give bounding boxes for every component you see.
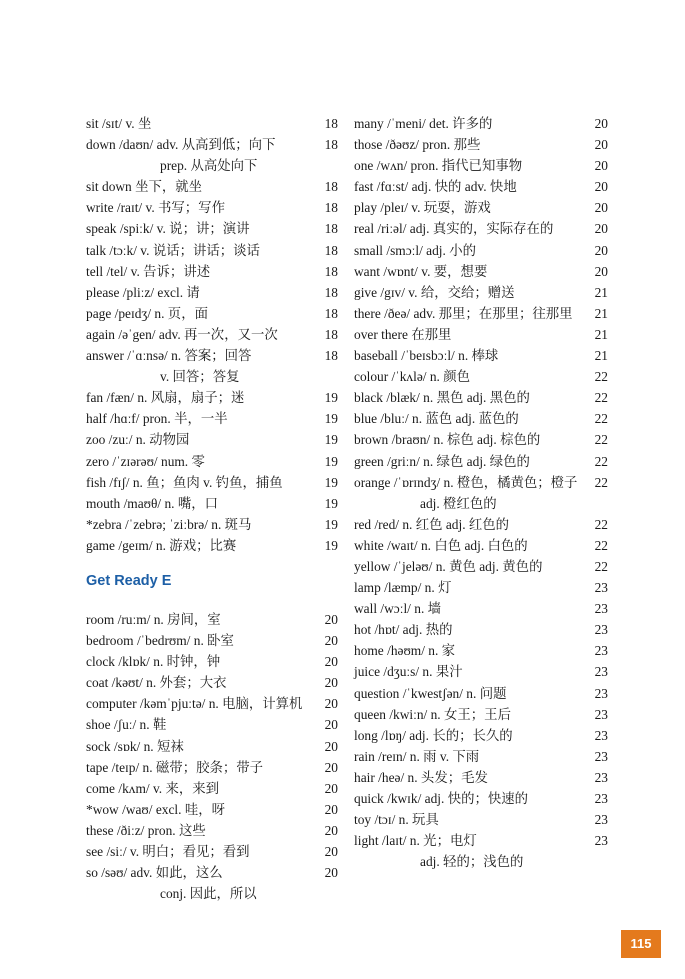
entry-page-ref: 18 — [324, 137, 338, 153]
entry-text: sock /sɒk/ n. 短袜 — [86, 738, 184, 754]
entry-text: shoe /ʃuː/ n. 鞋 — [86, 717, 167, 733]
glossary-continuation — [86, 155, 338, 176]
glossary-entry — [354, 661, 608, 682]
glossary-entry — [86, 134, 338, 155]
entry-text: give /gɪv/ v. 给，交给；赠送 — [354, 284, 515, 300]
entry-page-ref: 20 — [594, 137, 608, 153]
entry-text: lamp /læmp/ n. 灯 — [354, 580, 452, 596]
entry-text: question /ˈkwestʃən/ n. 问题 — [354, 685, 507, 701]
glossary-entry — [354, 113, 608, 134]
glossary-entry — [86, 820, 338, 841]
entry-text: clock /klɒk/ n. 时钟，钟 — [86, 654, 221, 670]
entry-page-ref: 20 — [324, 654, 338, 670]
glossary-entry — [354, 176, 608, 197]
entry-text: page /peɪdʒ/ n. 页，面 — [86, 305, 208, 321]
glossary-entry — [86, 609, 338, 630]
entry-text: wall /wɔːl/ n. 墙 — [354, 601, 442, 617]
entry-text: home /həʊm/ n. 家 — [354, 643, 456, 659]
glossary-entry — [354, 155, 608, 176]
entry-text: mouth /maʊθ/ n. 嘴，口 — [86, 495, 219, 511]
entry-page-ref: 22 — [594, 432, 608, 448]
entry-text: write /raɪt/ v. 书写；写作 — [86, 200, 225, 216]
glossary-entry — [354, 282, 608, 303]
entry-page-ref: 19 — [324, 516, 338, 532]
entry-page-ref: 22 — [594, 453, 608, 469]
glossary-entry — [354, 535, 608, 556]
glossary-entry — [354, 788, 608, 809]
entry-page-ref: 23 — [594, 748, 608, 764]
glossary-entry — [354, 598, 608, 619]
entry-page-ref: 19 — [324, 474, 338, 490]
entry-text: so /səʊ/ adv. 如此，这么 — [86, 865, 223, 881]
glossary-entry — [354, 830, 608, 851]
entry-page-ref: 20 — [324, 675, 338, 691]
entry-page-ref: 18 — [324, 221, 338, 237]
glossary-entry — [86, 387, 338, 408]
glossary-entry — [86, 176, 338, 197]
entry-text: there /ðeə/ adv. 那里；在那里；往那里 — [354, 305, 573, 321]
entry-page-ref: 18 — [324, 116, 338, 131]
glossary-entry — [354, 577, 608, 598]
entry-page-ref: 23 — [594, 643, 608, 659]
entry-text: speak /spiːk/ v. 说；讲；演讲 — [86, 221, 250, 237]
entry-page-ref: 20 — [594, 221, 608, 237]
entry-page-ref: 19 — [324, 537, 338, 553]
entry-text: yellow /ˈjeləʊ/ n. 黄色 adj. 黄色的 — [354, 558, 543, 574]
entry-text: toy /tɔɪ/ n. 玩具 — [354, 812, 439, 828]
page-number-badge: 115 — [621, 930, 661, 958]
glossary-continuation — [354, 851, 608, 872]
entry-text: blue /bluː/ n. 蓝色 adj. 蓝色的 — [354, 411, 519, 427]
entry-page-ref: 23 — [594, 622, 608, 638]
glossary-entry — [86, 218, 338, 239]
entry-text: quick /kwɪk/ adj. 快的；快速的 — [354, 791, 529, 806]
glossary-entry — [354, 556, 608, 577]
glossary-entry — [86, 862, 338, 883]
entry-text: orange /ˈɒrɪndʒ/ n. 橙色，橘黄色；橙子 — [354, 474, 578, 490]
entry-page-ref: 20 — [324, 696, 338, 712]
entry-text: half /hɑːf/ pron. 半，一半 — [86, 411, 228, 427]
entry-page-ref: 20 — [594, 179, 608, 195]
entry-page-ref: 22 — [594, 369, 608, 385]
glossary-left-column — [86, 113, 338, 904]
glossary-entry — [86, 799, 338, 820]
glossary-entry — [86, 472, 338, 493]
entry-page-ref: 23 — [594, 769, 608, 785]
glossary-entry — [86, 630, 338, 651]
entry-text: many /ˈmeni/ det. 许多的 — [354, 116, 493, 131]
entry-text: baseball /ˈbeɪsbɔːl/ n. 棒球 — [354, 348, 499, 364]
glossary-entry — [354, 767, 608, 788]
entry-page-ref: 19 — [324, 453, 338, 469]
entry-page-ref: 20 — [324, 717, 338, 733]
entry-page-ref: 20 — [324, 801, 338, 817]
entry-text: again /əˈgen/ adv. 再一次，又一次 — [86, 326, 278, 342]
entry-page-ref: 20 — [594, 200, 608, 216]
entry-text: one /wʌn/ pron. 指代已知事物 — [354, 158, 523, 174]
glossary-entry — [354, 640, 608, 661]
entry-text: adj. 轻的；浅色的 — [420, 854, 524, 870]
glossary-entry — [86, 282, 338, 303]
entry-page-ref: 19 — [324, 432, 338, 448]
entry-text: zero /ˈzɪərəʊ/ num. 零 — [86, 453, 205, 469]
glossary-right-column — [354, 113, 608, 872]
glossary-entry — [86, 345, 338, 366]
entry-text: red /red/ n. 红色 adj. 红色的 — [354, 516, 510, 532]
glossary-entry — [86, 493, 338, 514]
entry-text: answer /ˈɑːnsə/ n. 答案；回答 — [86, 348, 252, 364]
entry-page-ref: 20 — [324, 633, 338, 649]
entry-page-ref: 20 — [324, 780, 338, 796]
entry-text: conj. 因此，所以 — [160, 886, 257, 902]
glossary-entry — [354, 134, 608, 155]
entry-text: down /daʊn/ adv. 从高到低；向下 — [86, 137, 276, 153]
entry-page-ref: 22 — [594, 516, 608, 532]
entry-page-ref: 23 — [594, 791, 608, 806]
glossary-entry — [86, 736, 338, 757]
entry-page-ref: 20 — [324, 865, 338, 881]
entry-text: adj. 橙红色的 — [420, 495, 497, 511]
entry-text: fish /fɪʃ/ n. 鱼；鱼肉 v. 钓鱼，捕鱼 — [86, 474, 283, 490]
entry-page-ref: 20 — [324, 738, 338, 754]
glossary-entry — [354, 240, 608, 261]
glossary-entry — [86, 261, 338, 282]
section-heading-text: Get Ready E — [86, 572, 172, 589]
glossary-entry — [86, 651, 338, 672]
glossary-entry — [354, 429, 608, 450]
glossary-entry — [354, 261, 608, 282]
entry-page-ref: 21 — [594, 348, 608, 364]
glossary-entry — [354, 451, 608, 472]
entry-page-ref: 20 — [594, 263, 608, 279]
entry-text: v. 回答；答复 — [160, 369, 240, 385]
entry-text: *zebra /ˈzebrə; ˈziːbrə/ n. 斑马 — [86, 516, 252, 532]
entry-page-ref: 19 — [324, 495, 338, 511]
glossary-entry — [354, 472, 608, 493]
glossary-entry — [354, 218, 608, 239]
entry-page-ref: 20 — [324, 611, 338, 627]
glossary-entry — [354, 197, 608, 218]
entry-text: colour /ˈkʌlə/ n. 颜色 — [354, 369, 471, 385]
entry-page-ref: 18 — [324, 348, 338, 364]
entry-page-ref: 23 — [594, 812, 608, 828]
entry-text: tape /teɪp/ n. 磁带；胶条；带子 — [86, 759, 264, 775]
entry-page-ref: 23 — [594, 727, 608, 743]
entry-text: coat /kəʊt/ n. 外套；大衣 — [86, 675, 227, 691]
entry-text: long /lɒŋ/ adj. 长的；长久的 — [354, 727, 513, 743]
glossary-entry — [86, 324, 338, 345]
glossary-entry — [86, 714, 338, 735]
entry-text: green /griːn/ n. 绿色 adj. 绿色的 — [354, 453, 530, 469]
entry-page-ref: 20 — [594, 242, 608, 258]
glossary-entry — [86, 535, 338, 556]
entry-page-ref: 18 — [324, 284, 338, 300]
glossary-entry — [354, 725, 608, 746]
entry-page-ref: 18 — [324, 179, 338, 195]
glossary-entry — [86, 197, 338, 218]
glossary-entry — [86, 514, 338, 535]
entry-text: those /ðəʊz/ pron. 那些 — [354, 137, 481, 153]
entry-text: queen /kwiːn/ n. 女王；王后 — [354, 706, 511, 722]
glossary-continuation — [354, 493, 608, 514]
entry-text: play /pleɪ/ v. 玩耍，游戏 — [354, 200, 491, 216]
glossary-entry — [86, 757, 338, 778]
entry-text: sit /sɪt/ v. 坐 — [86, 116, 152, 131]
entry-text: light /laɪt/ n. 光；电灯 — [354, 833, 477, 849]
entry-page-ref: 20 — [594, 116, 608, 131]
entry-text: please /pliːz/ excl. 请 — [86, 284, 200, 300]
entry-text: game /geɪm/ n. 游戏；比赛 — [86, 537, 237, 553]
entry-text: brown /braʊn/ n. 棕色 adj. 棕色的 — [354, 432, 541, 448]
entry-text: talk /tɔːk/ v. 说话；讲话；谈话 — [86, 242, 260, 258]
glossary-entry — [354, 746, 608, 767]
entry-text: *wow /waʊ/ excl. 哇，呀 — [86, 801, 225, 817]
glossary-entry — [354, 324, 608, 345]
entry-text: fan /fæn/ n. 风扇，扇子；迷 — [86, 390, 245, 406]
glossary-entry — [354, 514, 608, 535]
entry-text: see /siː/ v. 明白；看见；看到 — [86, 844, 250, 859]
entry-text: juice /dʒuːs/ n. 果汁 — [354, 664, 463, 680]
entry-page-ref: 22 — [594, 558, 608, 574]
entry-page-ref: 18 — [324, 326, 338, 342]
entry-page-ref: 23 — [594, 601, 608, 617]
entry-page-ref: 22 — [594, 537, 608, 553]
entry-page-ref: 20 — [324, 759, 338, 775]
glossary-entry — [86, 113, 338, 134]
entry-text: white /waɪt/ n. 白色 adj. 白色的 — [354, 537, 528, 553]
entry-page-ref: 21 — [594, 326, 608, 342]
glossary-entry — [354, 345, 608, 366]
glossary-entry — [86, 408, 338, 429]
entry-text: come /kʌm/ v. 来，来到 — [86, 780, 220, 796]
glossary-entry — [354, 809, 608, 830]
entry-text: bedroom /ˈbedrʊm/ n. 卧室 — [86, 633, 234, 649]
glossary-entry — [86, 451, 338, 472]
entry-text: black /blæk/ n. 黑色 adj. 黑色的 — [354, 390, 530, 406]
glossary-continuation — [86, 883, 338, 904]
entry-page-ref: 20 — [324, 844, 338, 859]
section-heading — [86, 571, 338, 597]
entry-text: hair /heə/ n. 头发；毛发 — [354, 769, 488, 785]
entry-text: rain /reɪn/ n. 雨 v. 下雨 — [354, 748, 480, 764]
glossary-entry — [354, 619, 608, 640]
entry-page-ref: 22 — [594, 411, 608, 427]
entry-page-ref: 23 — [594, 706, 608, 722]
entry-text: fast /fɑːst/ adj. 快的 adv. 快地 — [354, 179, 517, 195]
entry-page-ref: 20 — [594, 158, 608, 174]
glossary-continuation — [86, 366, 338, 387]
glossary-entry — [86, 429, 338, 450]
glossary-entry — [86, 693, 338, 714]
entry-text: small /smɔːl/ adj. 小的 — [354, 242, 476, 258]
entry-page-ref: 19 — [324, 411, 338, 427]
glossary-entry — [354, 387, 608, 408]
entry-text: computer /kəmˈpjuːtə/ n. 电脑，计算机 — [86, 696, 303, 712]
entry-page-ref: 18 — [324, 263, 338, 279]
entry-page-ref: 20 — [324, 822, 338, 838]
glossary-entry — [86, 240, 338, 261]
entry-page-ref: 22 — [594, 474, 608, 490]
entry-text: room /ruːm/ n. 房间，室 — [86, 611, 221, 627]
entry-page-ref: 21 — [594, 305, 608, 321]
glossary-entry — [86, 303, 338, 324]
entry-page-ref: 23 — [594, 685, 608, 701]
glossary-entry — [354, 366, 608, 387]
entry-page-ref: 19 — [324, 390, 338, 406]
glossary-entry — [354, 683, 608, 704]
entry-page-ref: 18 — [324, 242, 338, 258]
entry-page-ref: 23 — [594, 833, 608, 849]
entry-text: zoo /zuː/ n. 动物园 — [86, 432, 190, 448]
glossary-entry — [354, 408, 608, 429]
entry-page-ref: 18 — [324, 200, 338, 216]
glossary-entry — [86, 672, 338, 693]
entry-page-ref: 21 — [594, 284, 608, 300]
entry-text: over there 在那里 — [354, 326, 452, 342]
entry-text: prep. 从高处向下 — [160, 158, 258, 174]
entry-text: tell /tel/ v. 告诉；讲述 — [86, 263, 211, 279]
glossary-entry — [354, 303, 608, 324]
entry-text: hot /hɒt/ adj. 热的 — [354, 622, 453, 638]
entry-page-ref: 23 — [594, 664, 608, 680]
entry-page-ref: 18 — [324, 305, 338, 321]
glossary-entry — [354, 704, 608, 725]
entry-page-ref: 23 — [594, 580, 608, 596]
entry-text: want /wɒnt/ v. 要，想要 — [354, 263, 488, 279]
entry-page-ref: 22 — [594, 390, 608, 406]
glossary-entry — [86, 841, 338, 862]
entry-text: real /riːəl/ adj. 真实的，实际存在的 — [354, 221, 554, 237]
entry-text: sit down 坐下，就坐 — [86, 179, 203, 195]
glossary-entry — [86, 778, 338, 799]
entry-text: these /ðiːz/ pron. 这些 — [86, 822, 206, 838]
